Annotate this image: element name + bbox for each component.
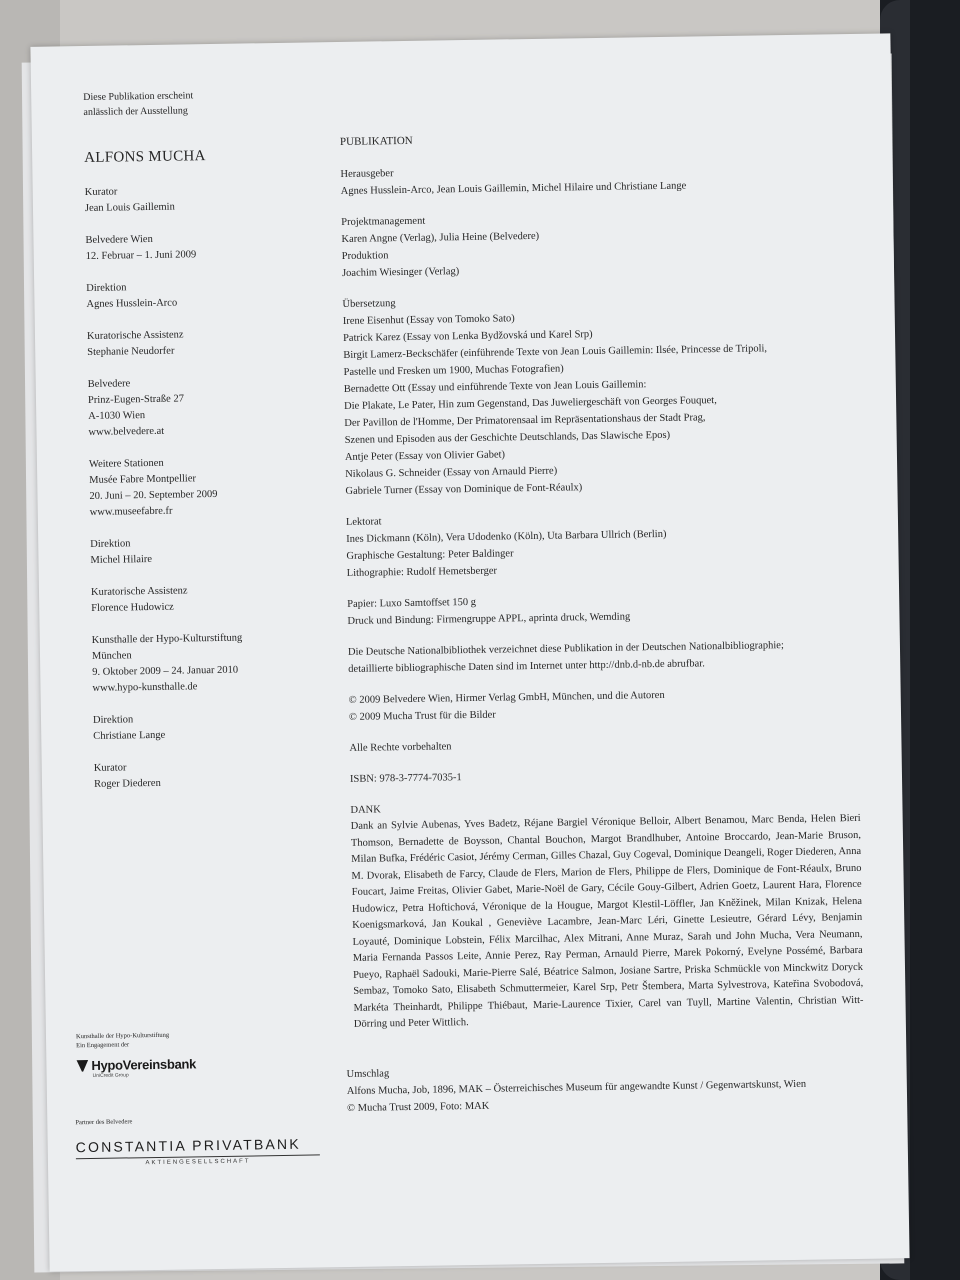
credit-line: Antje Peter (Essay von Olivier Gabet) <box>344 449 506 463</box>
credit-line: Szenen und Episoden aus der Geschichte Deutschlands, Das Slawische Epos) <box>344 429 671 446</box>
credit-line: 9. Oktober 2009 – 24. Januar 2010 <box>92 664 239 678</box>
intro-line: Diese Publikation erscheint <box>83 90 194 104</box>
credit-line: Prinz-Eugen-Straße 27 <box>87 393 185 406</box>
credit-block <box>88 373 319 441</box>
intro-line: anlässlich der Ausstellung <box>83 105 188 119</box>
credit-block <box>89 453 320 521</box>
credit-block <box>340 158 850 200</box>
credit-label: Übersetzung <box>342 298 396 310</box>
credit-label: Lektorat <box>345 516 382 528</box>
credit-block <box>90 533 320 569</box>
credit-block <box>346 506 857 582</box>
intro-note <box>83 86 313 120</box>
hypovereinsbank-logo-text: HypoVereinsbank <box>91 1056 197 1073</box>
credit-line: Bernadette Ott (Essay und einführende Texte von Jean Louis Gaillemin: <box>343 379 647 395</box>
credit-line: Graphische Gestaltung: Peter Baldinger <box>346 548 514 562</box>
credit-label: Belvedere Wien <box>85 233 153 246</box>
credit-line: www.hypo-kunsthalle.de <box>92 681 198 694</box>
credit-block <box>349 732 859 757</box>
credit-label: Herausgeber <box>340 168 394 180</box>
credit-line: 20. Juni – 20. September 2009 <box>89 488 218 502</box>
cover-credit <box>346 1058 877 1117</box>
credit-label: Kurator <box>84 186 118 198</box>
dank-section <box>350 794 864 1033</box>
credit-label: Projektmanagement <box>341 215 426 228</box>
credit-block <box>87 325 317 361</box>
cover-credit-line: © Mucha Trust 2009, Foto: MAK <box>347 1100 490 1114</box>
credit-line: © 2009 Mucha Trust für die Bilder <box>348 709 496 723</box>
credit-line: Pastelle und Fresken um 1900, Muchas Fotografien) <box>343 363 564 378</box>
credit-block <box>86 277 316 313</box>
credit-line: Produktion <box>341 250 389 262</box>
credit-line: Patrick Karez (Essay von Lenka Bydžovská und Karel Srp) <box>342 329 593 344</box>
credit-block <box>349 684 859 726</box>
credit-line: 12. Februar – 1. Juni 2009 <box>85 249 197 262</box>
credit-block <box>350 763 860 788</box>
constantia-logo-subtitle: AKTIENGESELLSCHAFT <box>145 1158 251 1167</box>
book-page <box>30 33 909 1271</box>
credit-label: ISBN: 978-3-7774-7035-1 <box>349 772 462 785</box>
credit-line: Jean Louis Gaillemin <box>84 201 175 214</box>
cover-credit-heading: Umschlag <box>346 1068 390 1080</box>
credit-line: Birgit Lamerz-Beckschäfer (einführende Texte von Jean Louis Gaillemin: Ilsée, Princesse de Tripoli, <box>343 343 768 361</box>
credit-block <box>85 181 315 217</box>
cover-credit-line: Alfons Mucha, Job, 1896, MAK – Österreichisches Museum für angewandte Kunst / Gegenwartskunst, Wien <box>346 1078 807 1097</box>
constantia-sponsor <box>75 1114 336 1167</box>
publication-credits <box>340 158 860 788</box>
credit-label: Weitere Stationen <box>88 457 164 470</box>
credit-line: München <box>91 650 132 662</box>
credit-label: Direktion <box>92 714 134 726</box>
credit-line: detaillierte bibliographische Daten sind im Internet unter http://dnb.d-nb.de abrufbar. <box>348 658 705 675</box>
credit-line: Karen Angne (Verlag), Julia Heine (Belvedere) <box>341 230 540 245</box>
credit-line: www.museefabre.fr <box>89 505 173 518</box>
credit-label: Kuratorische Assistenz <box>90 585 188 598</box>
exhibition-title: ALFONS MUCHA <box>84 148 206 166</box>
credit-label: Papier: Luxo Samtoffset 150 g <box>347 596 477 610</box>
credit-block <box>341 206 852 282</box>
publication-heading: PUBLIKATION <box>339 134 413 148</box>
credit-line: Lithographie: Rudolf Hemetsberger <box>346 565 498 579</box>
credit-line: Musée Fabre Montpellier <box>89 473 197 486</box>
unicredit-text: UniCredit Group <box>92 1072 129 1079</box>
credit-line: Michel Hilaire <box>90 553 153 566</box>
credit-label: Belvedere <box>87 378 131 390</box>
hypo-sponsor <box>76 1029 277 1079</box>
credit-line: Joachim Wiesinger (Verlag) <box>341 266 460 279</box>
credit-label: Kurator <box>93 762 127 774</box>
credit-label: Kunsthalle der Hypo-Kulturstiftung <box>91 632 243 646</box>
credit-label: Kuratorische Assistenz <box>86 329 184 342</box>
credit-block <box>85 229 315 265</box>
credit-line: Irene Eisenhut (Essay von Tomoko Sato) <box>342 313 515 327</box>
credit-line: Gabriele Turner (Essay von Dominique de Font-Réaulx) <box>345 482 583 497</box>
credit-label: Alle Rechte vorbehalten <box>349 741 452 754</box>
credit-line: A-1030 Wien <box>88 410 146 422</box>
exhibition-credits <box>85 181 325 793</box>
credit-line: Christiane Lange <box>93 729 166 742</box>
dank-text: Dank an Sylvie Aubenas, Yves Badetz, Réjane Bargiel Véronique Belloir, Albert Benamou, Marc Benda, Helen Bieri Thomson, Bernadette de Boysson, Chantal Bouchon, Margot Brandlhuber, Antoine Broccardo, Jean-Marie Bruson, Milan Bufka, Frédéric Casiot, Jérémy Cerman, Gilles Chazal, Guy Cogeval, Dominique Deangeli, Roger Diederen, Anna M. Dvorak, Elisabeth de Farcy, Claude de Flers, Marion de Flers, Philippe de Flers, Dominique de Font-Réaulx, Bruno Foucart, Jaime Freitas, Olivier Gabet, Marie-Noël de Gary, Cécile Gouy-Gilbert, Adrien Goetz, Laurent Hara, Florence Hudowicz, Petra Hoftichová, Véronique de la Hougue, Margot Klestil-Löffler, Jan Kněžinek, Milan Knizak, Helena Koenigsmarková, Jan Koukal , Geneviève Lacambre, Jean-Marc Léri, Ginette Lesieutre, Gérard Lévy, Benjamin Loyauté, Dominique Lobstein, Félix Marcilhac, Alex Mitrani, Anne Muraz, Sarah und John Mucha, Vera Neumann, Maria Fernanda Passos Leite, Annie Perez, Ray Perman, Arnauld Pierre, Marek Pokorný, Evelyne Possémé, Barbara Pueyo, Raphaël Sadouki, Marie-Pierre Salé, Béatrice Salmon, Josiane Sartre, Priska Schmückle von Minckwitz Doryck Sembaz, Tomoko Sato, Elisabeth Schmuttermeier, Karel Srp, Petr Štembera, Marta Sylvestrova, Kateřina Svobodová, Markéta Theinhardt, Philippe Thiébaut, Marie-Laurence Tixier, Carel van Tuyll, Martine Valentin, Christian Witt-Dörring und Peter Wittlich. <box>350 812 864 1030</box>
credit-label: Direktion <box>90 538 131 550</box>
partner-text: Partner des Belvedere <box>75 1118 133 1127</box>
credit-line: Ines Dickmann (Köln), Vera Udodenko (Köln), Uta Barbara Ullrich (Berlin) <box>346 528 667 545</box>
credit-block <box>93 709 323 745</box>
credit-line: Die Plakate, Le Pater, Hin zum Gegenstand, Das Juweliergeschäft von Georges Fouquet, <box>344 395 717 412</box>
exhibition-info-column <box>83 86 324 809</box>
credit-block <box>348 636 858 678</box>
credit-line: Roger Diederen <box>93 777 161 790</box>
credit-line: Stephanie Neudorfer <box>87 345 175 358</box>
credit-label: © 2009 Belvedere Wien, Hirmer Verlag GmbH, München, und die Autoren <box>348 689 665 706</box>
credit-label: Die Deutsche Nationalbibliothek verzeichnet diese Publikation in der Deutschen Nationalbibliographie; <box>347 640 784 658</box>
credit-line: Florence Hudowicz <box>91 601 174 614</box>
constantia-logo-text: CONSTANTIA PRIVATBANK <box>75 1135 301 1156</box>
credit-line: Nikolaus G. Schneider (Essay von Arnauld Pierre) <box>345 465 558 480</box>
hypovereinsbank-logo-icon <box>76 1060 90 1072</box>
dank-heading: DANK <box>350 804 381 816</box>
credit-block <box>94 757 324 793</box>
publication-column <box>340 128 864 1047</box>
credit-line: Agnes Husslein-Arco, Jean Louis Gaillemin, Michel Hilaire und Christiane Lange <box>340 180 687 197</box>
credit-line: www.belvedere.at <box>88 425 165 438</box>
credit-block <box>347 588 857 630</box>
sponsor-text: Ein Engagement der <box>76 1041 130 1050</box>
credit-block <box>91 581 321 617</box>
credit-block <box>92 629 323 697</box>
credit-block <box>342 288 855 500</box>
sponsor-text: Kunsthalle der Hypo-Kulturstiftung <box>75 1031 170 1041</box>
credit-line: Der Pavillon de l'Homme, Der Primatorensaal im Repräsentationshaus der Stadt Prag, <box>344 412 706 429</box>
credit-line: Druck und Bindung: Firmengruppe APPL, aprinta druck, Wemding <box>347 611 631 627</box>
credit-line: Agnes Husslein-Arco <box>86 297 178 310</box>
credit-label: Direktion <box>86 282 127 294</box>
